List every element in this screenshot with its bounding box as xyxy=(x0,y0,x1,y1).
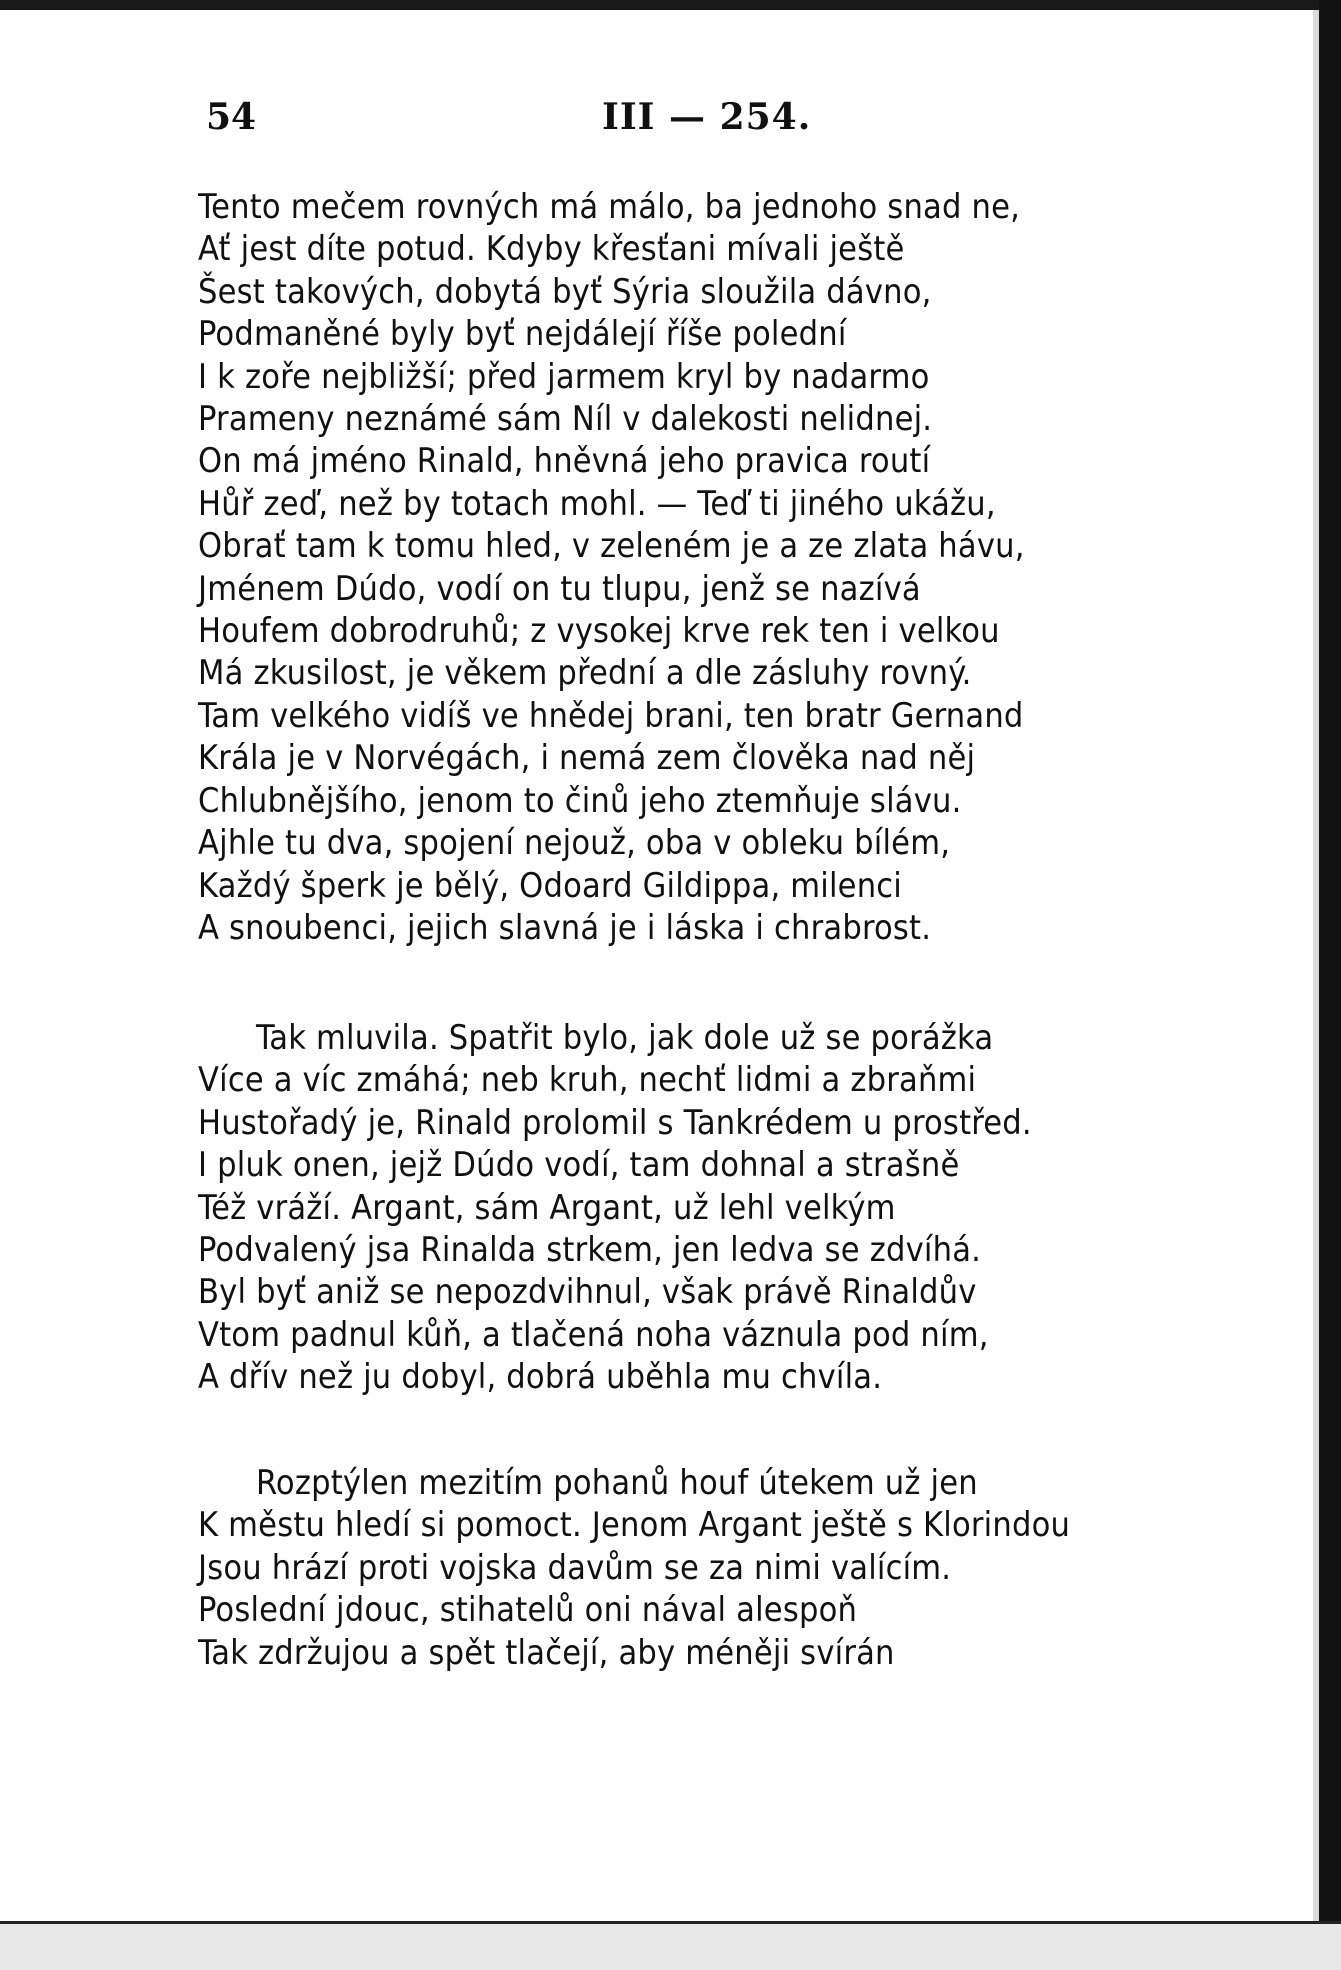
page-signature: III — 254. xyxy=(602,96,812,138)
verse-line: Tak mluvila. Spatřit bylo, jak dole už se porážka xyxy=(256,1018,994,1058)
verse-line: Hustořadý je, Rinald prolomil s Tankrédem u prostřed. xyxy=(198,1102,1032,1143)
verse-line: Rozptýlen mezitím pohanů houf útekem už jen xyxy=(256,1463,978,1503)
verse-line: I pluk onen, jejž Dúdo vodí, tam dohnal a strašně xyxy=(198,1145,960,1186)
verse-line: Podvalený jsa Rinalda strkem, jen ledva se zdvíhá. xyxy=(198,1230,982,1271)
stanza-1 xyxy=(198,186,1188,949)
verse-line: Byl byť aniž se nepozdvihnul, však právě Rinaldův xyxy=(198,1272,977,1313)
verse-line: Tam velkého vidíš ve hnědej brani, ten bratr Gernand xyxy=(198,695,1024,736)
verse-line: Šest takových, dobytá byť Sýria sloužila dávno, xyxy=(198,271,932,312)
verse-line: Prameny neznámé sám Níl v dalekosti nelidnej. xyxy=(198,399,933,440)
verse-line: I k zoře nejbližší; před jarmem kryl by nadarmo xyxy=(198,356,930,397)
verse-line: K městu hledí si pomoct. Jenom Argant ještě s Klorindou xyxy=(198,1505,1071,1546)
verse-line: Vtom padnul kůň, a tlačená noha váznula pod ním, xyxy=(198,1314,989,1355)
verse-line: Též vráží. Argant, sám Argant, už lehl velkým xyxy=(198,1187,896,1228)
verse-line: Chlubnějšího, jenom to činů jeho ztemňuje slávu. xyxy=(198,780,962,821)
verse-line: Ať jest díte potud. Kdyby křesťani mívali ještě xyxy=(198,229,905,270)
verse-line: Podmaněné byly byť nejdálejí říše polední xyxy=(198,314,847,355)
verse-line: Krála je v Norvégách, i nemá zem člověka nad něj xyxy=(198,738,976,779)
verse-line: Houfem dobrodruhů; z vysokej krve rek ten i velkou xyxy=(198,611,1000,652)
verse-line: A snoubenci, jejich slavná je i láska i chrabrost. xyxy=(198,907,932,948)
verse-line: Jménem Dúdo, vodí on tu tlupu, jenž se nazívá xyxy=(198,568,921,609)
scan-edge-right xyxy=(1319,0,1341,1970)
verse-line: Ajhle tu dva, spojení nejouž, oba v obleku bílém, xyxy=(198,823,951,864)
verse-line: Tak zdržujou a spět tlačejí, aby méněji svírán xyxy=(198,1632,895,1673)
verse-line: A dřív než ju dobyl, dobrá uběhla mu chvíla. xyxy=(198,1357,883,1398)
verse-line: On má jméno Rinald, hněvná jeho pravica routí xyxy=(198,441,931,482)
verse-line: Jsou hrází proti vojska davům se za nimi valícím. xyxy=(198,1547,952,1588)
scan-edge-top xyxy=(0,0,1341,10)
verse-line: Hůř zeď, než by totach mohl. — Teď ti jiného ukážu, xyxy=(198,483,996,524)
verse-line: Více a víc zmáhá; neb kruh, nechť lidmi a zbraňmi xyxy=(198,1060,977,1101)
verse-line: Každý šperk je bělý, Odoard Gildippa, milenci xyxy=(198,865,903,906)
stanza-3 xyxy=(198,1462,1188,1674)
verse-line: Obrať tam k tomu hled, v zeleném je a ze zlata hávu, xyxy=(198,526,1025,567)
verse-line: Má zkusilost, je věkem přední a dle zásluhy rovný. xyxy=(198,653,972,694)
verse-line: Tento mečem rovných má málo, ba jednoho snad ne, xyxy=(198,187,1021,227)
stanza-2 xyxy=(198,1017,1188,1399)
verse-line: Poslední jdouc, stihatelů oni nával alespoň xyxy=(198,1590,858,1631)
page-header xyxy=(200,96,1140,146)
page-number: 54 xyxy=(206,96,257,138)
scan-edge-bottom xyxy=(0,1921,1341,1970)
